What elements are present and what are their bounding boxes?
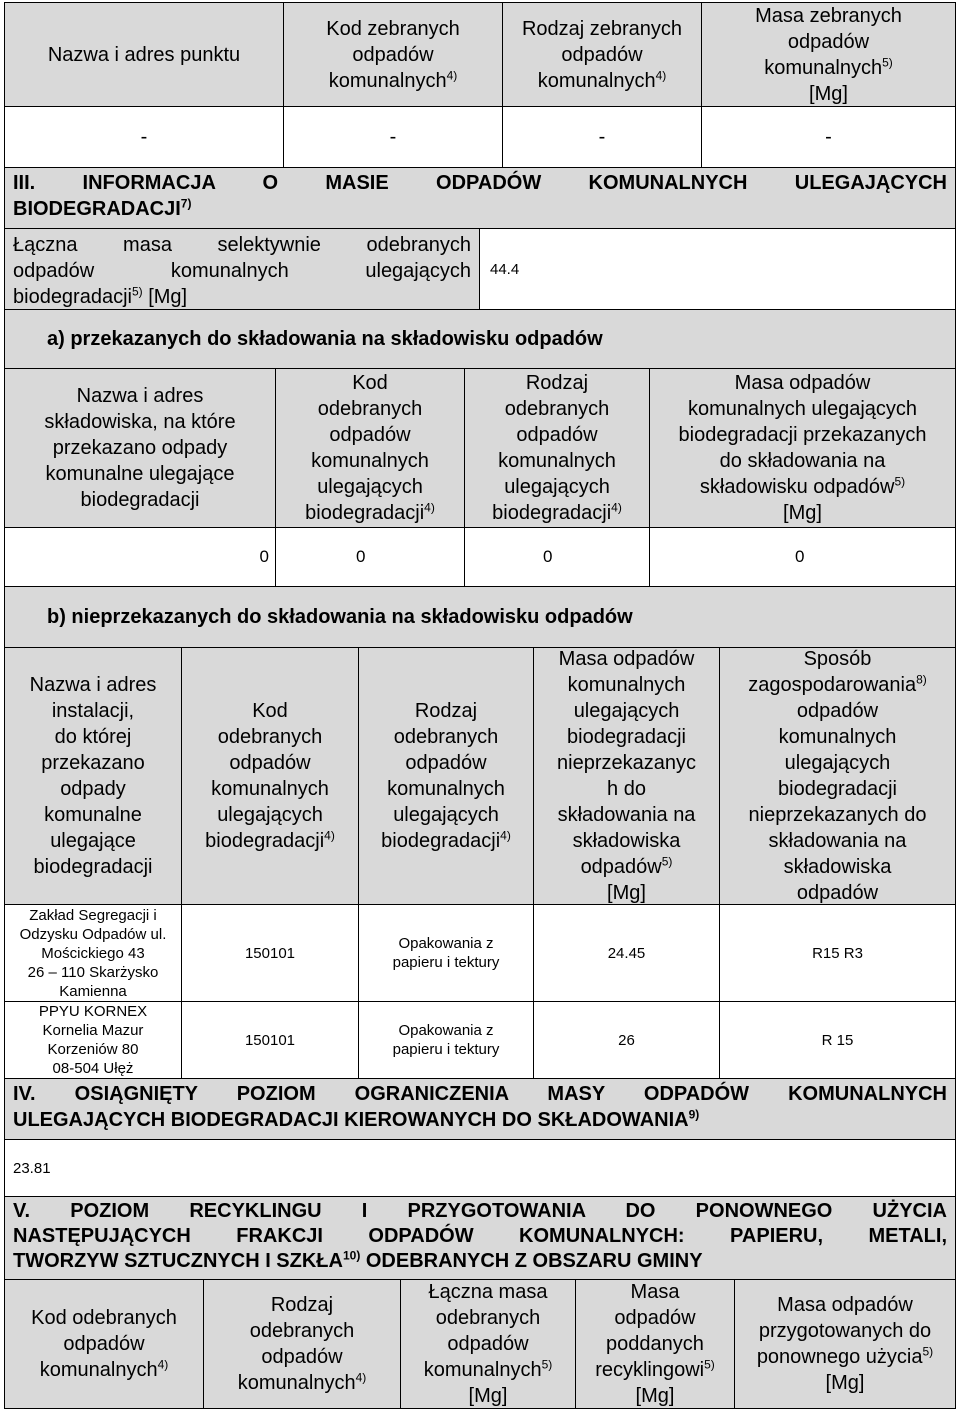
a-row-cell-4: 0 (649, 527, 956, 587)
b-row2-name: PPYU KORNEX Kornelia Mazur Korzeniów 80 08-504 Ułęż (4, 1001, 182, 1079)
b-header-code: Kod odebranych odpadów komunalnych ulegających biodegradacji$^{4)}$ (181, 647, 359, 905)
b-row1-type: Opakowania z papieru i tektury (358, 904, 534, 1002)
top-header-type: Rodzaj zebranych odpadów komunalnych$^{4)}$ (502, 2, 702, 107)
biodegradable-total-label: Łączna masa selektywnie odebranych odpadów komunalnych ulegających biodegradacji$^{5)}$ [Mg] (4, 228, 480, 310)
b-row2-mass: 26 (533, 1001, 720, 1079)
v-header-type: Rodzaj odebranych odpadów komunalnych$^{4)}$ (203, 1279, 401, 1409)
b-row1-name: Zakład Segregacji i Odzysku Odpadów ul. Mościckiego 43 26 – 110 Skarżysko Kamienna (4, 904, 182, 1002)
v-header-reuse-mass: Masa odpadów przygotowanych do ponownego użycia$^{5)}$ [Mg] (734, 1279, 956, 1409)
top-row-cell-1: - (4, 106, 284, 168)
a-header-type: Rodzaj odebranych odpadów komunalnych ulegających biodegradacji$^{4)}$ (464, 368, 650, 528)
top-row-cell-4: - (701, 106, 956, 168)
b-header-method: Sposób zagospodarowania$^{8)}$ odpadów komunalnych ulegających biodegradacji nieprzekazanych do składowania na składowiska odpadów (719, 647, 956, 905)
a-header-mass: Masa odpadów komunalnych ulegających biodegradacji przekazanych do składowania na składowisku odpadów$^{5)}$ [Mg] (649, 368, 956, 528)
a-header-name: Nazwa i adres składowiska, na które przekazano odpady komunalne ulegające biodegradacji (4, 368, 276, 528)
b-row2-method: R 15 (719, 1001, 956, 1079)
b-header-name: Nazwa i adres instalacji, do której przekazano odpady komunalne ulegające biodegradacji (4, 647, 182, 905)
top-header-mass: Masa zebranych odpadów komunalnych$^{5)}$ [Mg] (701, 2, 956, 107)
b-row2-code: 150101 (181, 1001, 359, 1079)
top-header-name: Nazwa i adres punktu (4, 2, 284, 107)
a-row-cell-2: 0 (275, 527, 465, 587)
b-header-type: Rodzaj odebranych odpadów komunalnych ulegających biodegradacji$^{4)}$ (358, 647, 534, 905)
v-header-recycled-mass: Masa odpadów poddanych recyklingowi$^{5)}$ [Mg] (575, 1279, 735, 1409)
a-row-cell-1: 0 (4, 527, 276, 587)
b-row1-mass: 24.45 (533, 904, 720, 1002)
section-v-title: V. POZIOM RECYKLINGU I PRZYGOTOWANIA DO PONOWNEGO UŻYCIA NASTĘPUJĄCYCH FRAKCJI ODPADÓW KOMUNALNYCH: PAPIERU, METALI, TWORZYW SZTUCZNYCH I SZKŁA$^{10)}$ ODEBRANYCH Z OBSZARU GMINY (4, 1196, 956, 1280)
v-header-code: Kod odebranych odpadów komunalnych$^{4)}$ (4, 1279, 204, 1409)
section-b-title: b) nieprzekazanych do składowania na składowisku odpadów (4, 586, 956, 648)
top-header-code: Kod zebranych odpadów komunalnych$^{4)}$ (283, 2, 503, 107)
b-row1-method: R15 R3 (719, 904, 956, 1002)
top-row-cell-2: - (283, 106, 503, 168)
b-row2-type: Opakowania z papieru i tektury (358, 1001, 534, 1079)
section-iii-title: III. INFORMACJA O MASIE ODPADÓW KOMUNALNYCH ULEGAJĄCYCH BIODEGRADACJI$^{7)}$ (4, 167, 956, 229)
biodegradable-total-value: 44.4 (479, 228, 956, 310)
a-header-code: Kod odebranych odpadów komunalnych ulegających biodegradacji$^{4)}$ (275, 368, 465, 528)
b-header-mass: Masa odpadów komunalnych ulegających biodegradacji nieprzekazanyc h do składowania na składowiska odpadów$^{5)}$ [Mg] (533, 647, 720, 905)
section-iv-title: IV. OSIĄGNIĘTY POZIOM OGRANICZENIA MASY ODPADÓW KOMUNALNYCH ULEGAJĄCYCH BIODEGRADACJI KIEROWANYCH DO SKŁADOWANIA$^{9)}$ (4, 1078, 956, 1140)
b-row1-code: 150101 (181, 904, 359, 1002)
top-row-cell-3: - (502, 106, 702, 168)
section-a-title: a) przekazanych do składowania na składowisku odpadów (4, 309, 956, 369)
v-header-total-mass: Łączna masa odebranych odpadów komunalnych$^{5)}$ [Mg] (400, 1279, 576, 1409)
section-iv-value: 23.81 (4, 1139, 956, 1197)
a-row-cell-3: 0 (464, 527, 650, 587)
